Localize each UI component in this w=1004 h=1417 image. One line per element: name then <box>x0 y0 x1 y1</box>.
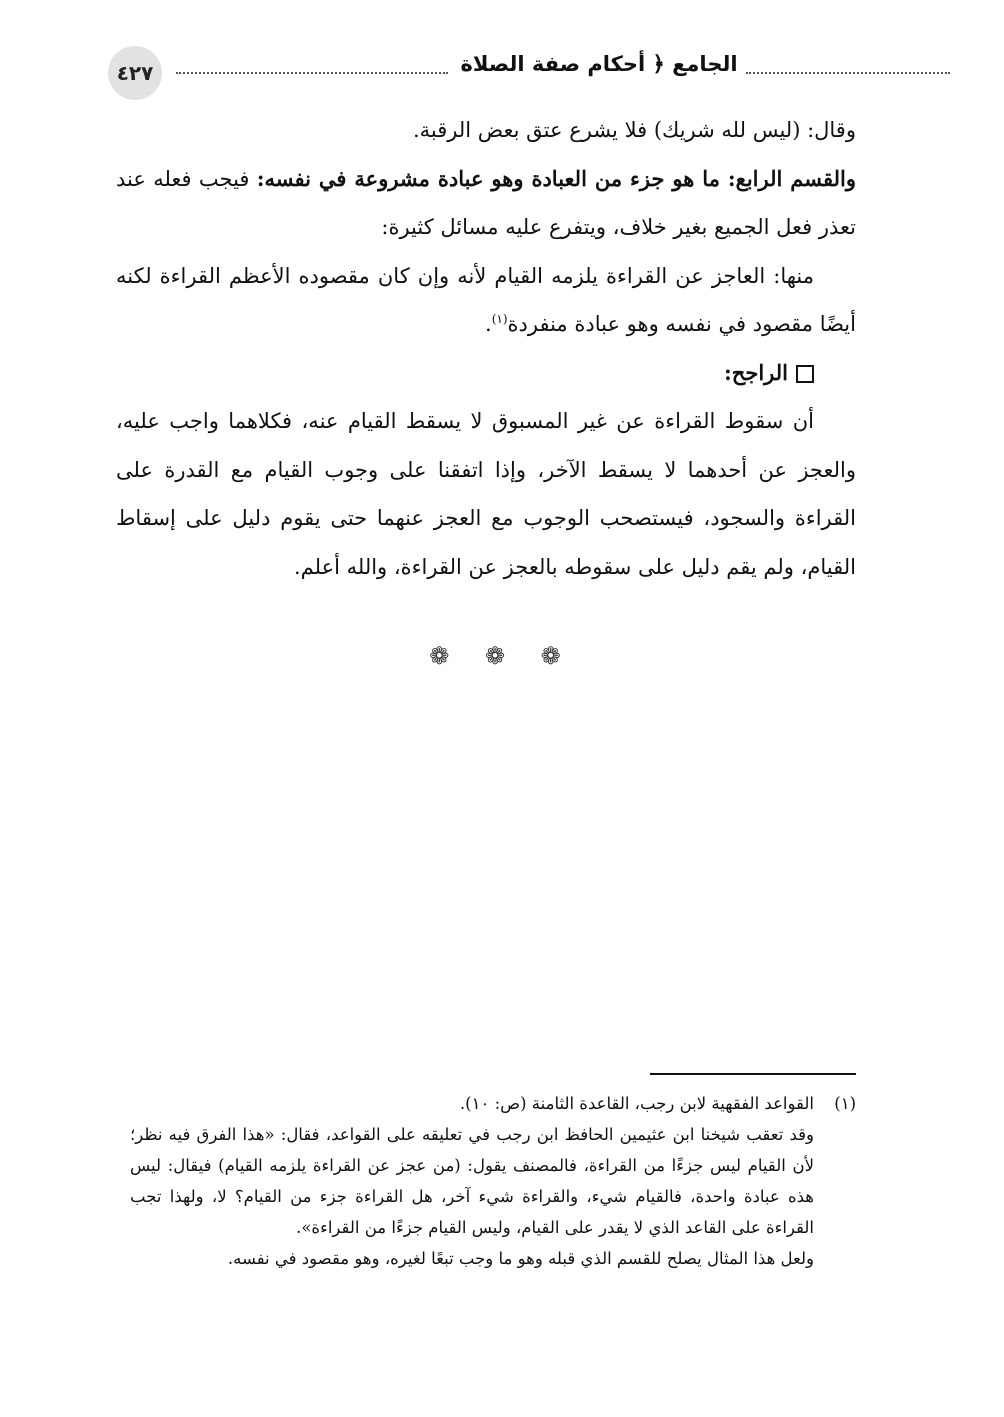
header-dotted-rule-left <box>176 72 448 74</box>
footnote-reference[interactable]: (١) <box>491 312 508 326</box>
footnote-separator <box>650 1073 856 1075</box>
paragraph-1: وقال: (ليس لله شريك) فلا يشرع عتق بعض الرقبة. <box>412 118 856 142</box>
section-heading-inline: والقسم الرابع: ما هو جزء من العبادة وهو عبادة مشروعة في نفسه: <box>256 165 856 191</box>
paragraph-3-end: . <box>485 312 492 336</box>
section-ornament: ❁ ❁ ❁ <box>429 642 575 670</box>
paragraph-3 <box>116 252 856 349</box>
paragraph-2 <box>116 155 856 252</box>
footnote-marker: (١) <box>834 1094 856 1113</box>
heading-text: الراجح: <box>724 359 788 385</box>
footnotes <box>130 1088 856 1274</box>
preferred-opinion-heading <box>116 349 856 398</box>
running-title: الجامع ﴿ أحكام صفة الصلاة <box>460 52 738 76</box>
page-number-badge: ٤٢٧ <box>108 46 162 100</box>
header-dotted-rule-right <box>746 72 950 74</box>
paragraph-2-text: فيجب فعله عند تعذر فعل الجميع بغير خلاف، ويتفرع عليه مسائل كثيرة: <box>116 166 856 239</box>
footnote-1-paragraph-3: ولعل هذا المثال يصلح للقسم الذي قبله وهو ما وجب تبعًا لغيره، وهو مقصود في نفسه. <box>227 1249 814 1268</box>
page-header <box>108 46 860 102</box>
main-text <box>116 106 856 591</box>
footnote-1-line <box>130 1088 856 1119</box>
footnote-1-text: القواعد الفقهية لابن رجب، القاعدة الثامنة (ص: ١٠). <box>459 1094 814 1113</box>
paragraph-4: أن سقوط القراءة عن غير المسبوق لا يسقط القيام عنه، فكلاهما واجب عليه، والعجز عن أحدهما لا يسقط الآخر، وإذا اتفقنا على وجوب القيام مع القدرة على القراءة والسجود، فيستصحب الوجوب مع العجز عنهما حتى يقوم دليل على إسقاط القيام، ولم يقم دليل على سقوطه بالعجز عن القراءة، والله أعلم. <box>116 409 856 579</box>
footnote-1-paragraph-2: وقد تعقب شيخنا ابن عثيمين الحافظ ابن رجب في تعليقه على القواعد، فقال: «هذا الفرق فيه نظر؛ لأن القيام ليس جزءًا من القراءة، فالمصنف يقول: (من عجز عن القراءة يلزمه القيام) فيقال: ليس هذه عبادة واحدة، فالقيام شيء، والقراءة شيء آخر، هل القراءة جزء من القيام؟ لا، ولهذا تجب القراءة على القاعد الذي لا يقدر على القيام، وليس القيام جزءًا من القراءة». <box>130 1125 814 1237</box>
paragraph-3-text: منها: العاجز عن القراءة يلزمه القيام لأنه وإن كان مقصوده الأعظم القراءة لكنه أيضًا مقصود في نفسه وهو عبادة منفردة <box>116 263 856 336</box>
checkbox-square-icon <box>796 365 814 383</box>
